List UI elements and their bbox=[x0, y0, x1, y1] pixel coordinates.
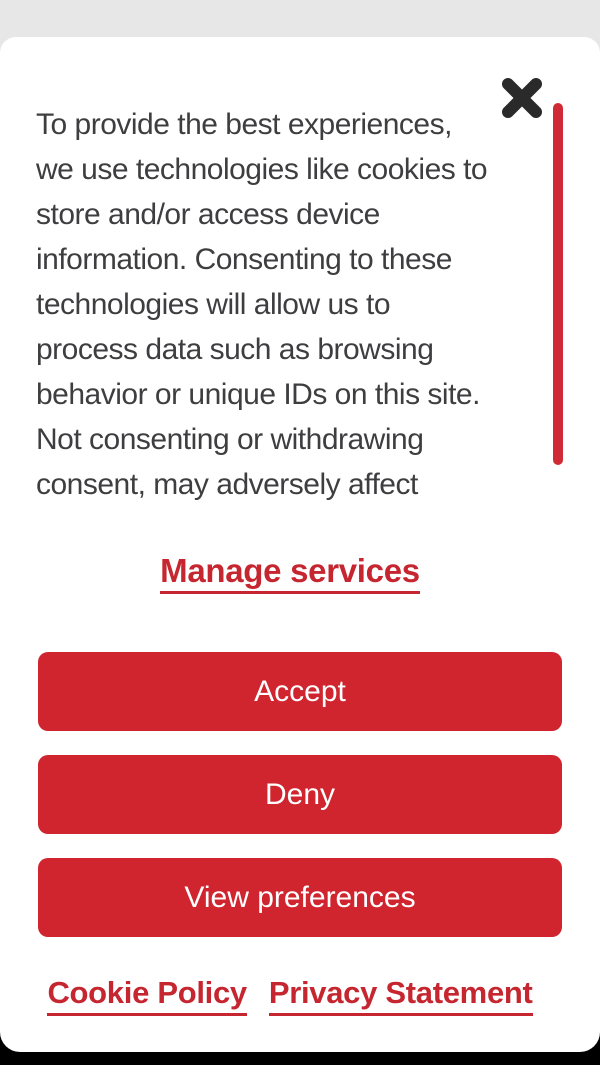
privacy-statement-link[interactable]: Privacy Statement bbox=[269, 975, 533, 1016]
consent-message-line: process data such as browsing bbox=[36, 333, 434, 366]
consent-message-line: information. Consenting to these bbox=[36, 243, 452, 276]
consent-message-line: consent, may adversely affect bbox=[36, 468, 418, 501]
deny-button[interactable]: Deny bbox=[38, 755, 562, 834]
consent-message-line: To provide the best experiences, bbox=[36, 108, 452, 141]
manage-services-row bbox=[36, 553, 544, 594]
consent-message-line: technologies will allow us to bbox=[36, 288, 391, 321]
footer-links bbox=[36, 975, 544, 1016]
cookie-consent-dialog bbox=[0, 37, 600, 1052]
consent-message-line: Not consenting or withdrawing bbox=[36, 423, 424, 456]
view-preferences-button[interactable]: View preferences bbox=[38, 858, 562, 937]
consent-message-line: behavior or unique IDs on this site. bbox=[36, 378, 480, 411]
accept-button[interactable]: Accept bbox=[38, 652, 562, 731]
manage-services-link[interactable]: Manage services bbox=[160, 553, 420, 594]
cookie-policy-link[interactable]: Cookie Policy bbox=[47, 975, 246, 1016]
scrollbar-thumb[interactable] bbox=[553, 103, 563, 465]
consent-message bbox=[36, 102, 544, 507]
consent-message-line: store and/or access device bbox=[36, 198, 380, 231]
consent-message-line: we use technologies like cookies to bbox=[36, 153, 488, 186]
